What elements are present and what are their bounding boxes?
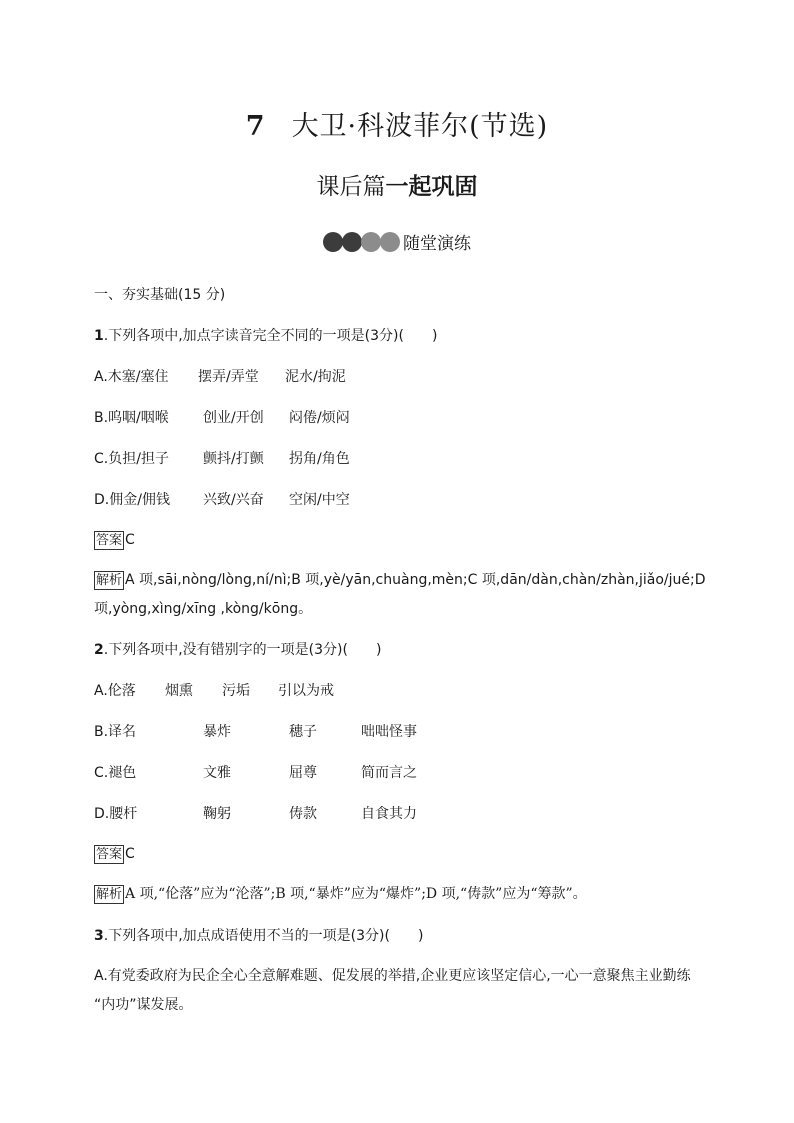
analysis-tag: 解析 xyxy=(96,573,123,588)
q1-analysis-line-2: 项,yòng,xìng/xīng ,kòng/kōng。 xyxy=(94,601,313,617)
question-text: .下列各项中,加点成语使用不当的一项是(3分)( ) xyxy=(103,928,424,944)
answer-value: C xyxy=(125,532,135,548)
answer-value: C xyxy=(125,846,135,862)
q1-option-a: A.木塞/塞住 xyxy=(94,369,169,385)
q1-option-d: D.佣金/佣钱 xyxy=(94,492,170,508)
dot-icon xyxy=(361,232,381,252)
q2-option-b: B.译名 xyxy=(94,724,137,740)
banner-text: 随堂演练 xyxy=(403,234,471,254)
q1-option-b-c: 闷倦/烦闷 xyxy=(289,410,350,426)
q1-option-b: B.呜咽/咽喉 xyxy=(94,410,169,426)
subtitle-regular: 课后篇 xyxy=(316,174,386,200)
question-1-stem xyxy=(94,326,437,346)
q2-option-d: D.腰杆 xyxy=(94,806,138,822)
dot-icon xyxy=(342,232,362,252)
q1-option-c-c: 拐角/角色 xyxy=(289,451,350,467)
lesson-title xyxy=(0,104,794,143)
q2-option-a-c: 污垢 xyxy=(222,683,250,699)
q2-option-c: C.褪色 xyxy=(94,765,137,781)
q2-option-b-c: 穗子 xyxy=(289,724,317,740)
section-heading: 一、夯实基础(15 分) xyxy=(94,287,226,303)
answer-tag: 答案 xyxy=(96,847,123,862)
question-2-stem xyxy=(94,640,381,660)
q2-answer xyxy=(94,844,135,864)
question-text: .下列各项中,没有错别字的一项是(3分)( ) xyxy=(103,642,382,658)
q2-analysis xyxy=(94,884,587,904)
q2-option-a-d: 引以为戒 xyxy=(278,683,334,699)
answer-tag: 答案 xyxy=(96,533,123,548)
q2-option-a: A.伦落 xyxy=(94,683,136,699)
q3-option-a-line-1: A.有党委政府为民企全心全意解难题、促发展的举措,企业更应该坚定信心,一心一意聚焦主业勤练 xyxy=(94,968,691,984)
q1-option-a-b: 摆弄/弄堂 xyxy=(198,369,259,385)
q1-option-d-b: 兴致/兴奋 xyxy=(203,492,264,508)
question-text: .下列各项中,加点字读音完全不同的一项是(3分)( ) xyxy=(103,328,438,344)
analysis-text: A 项,“伦落”应为“沦落”;B 项,“暴炸”应为“爆炸”;D 项,“俦款”应为“筹款”。 xyxy=(125,886,587,902)
dot-icon xyxy=(380,232,400,252)
dot-icon xyxy=(323,232,343,252)
q2-option-b-d: 咄咄怪事 xyxy=(361,724,417,740)
lesson-number: 7 xyxy=(245,111,266,142)
q1-option-c: C.负担/担子 xyxy=(94,451,169,467)
practice-banner xyxy=(0,229,794,254)
analysis-tag: 解析 xyxy=(96,887,123,902)
q2-option-c-b: 文雅 xyxy=(203,765,231,781)
q1-option-d-c: 空闲/中空 xyxy=(289,492,350,508)
q2-option-c-c: 屈尊 xyxy=(289,765,317,781)
question-number: 2 xyxy=(94,642,104,658)
q2-option-d-c: 俦款 xyxy=(289,806,317,822)
analysis-line-1: A 项,sāi,nòng/lòng,ní/nì;B 项,yè/yān,chuàng,mèn;C 项,dān/dàn,chàn/zhàn,jiǎo/jué;D xyxy=(125,572,706,588)
q2-option-a-b: 烟熏 xyxy=(165,683,193,699)
q2-option-b-b: 暴炸 xyxy=(203,724,231,740)
lesson-title-text: 大卫·科波菲尔(节选) xyxy=(291,111,549,142)
question-number: 1 xyxy=(94,328,104,344)
q2-option-d-b: 鞠躬 xyxy=(203,806,231,822)
banner-dots-icon xyxy=(323,232,399,252)
q1-option-a-c: 泥水/拘泥 xyxy=(285,369,346,385)
question-3-stem xyxy=(94,926,423,946)
subtitle-bold: 一起巩固 xyxy=(385,174,478,200)
q3-option-a-line-2: “内功”谋发展。 xyxy=(94,997,193,1013)
q1-option-c-b: 颤抖/打颤 xyxy=(203,451,264,467)
section-subtitle xyxy=(0,168,794,201)
q1-option-b-b: 创业/开创 xyxy=(203,410,264,426)
q1-answer xyxy=(94,530,135,550)
q2-option-c-d: 简而言之 xyxy=(361,765,417,781)
q2-option-d-d: 自食其力 xyxy=(361,806,417,822)
q1-analysis xyxy=(94,570,706,590)
question-number: 3 xyxy=(94,928,104,944)
